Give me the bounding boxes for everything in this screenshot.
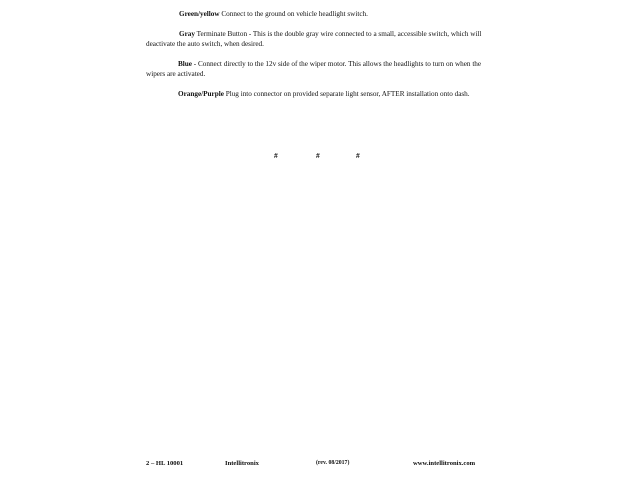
end-mark: # bbox=[274, 151, 278, 160]
wire-paragraph-gray bbox=[146, 29, 496, 50]
wire-paragraph-orange-purple bbox=[146, 89, 496, 99]
footer-revision: (rev. 08/2017) bbox=[316, 460, 350, 466]
wire-color-label: Orange/Purple bbox=[178, 90, 224, 98]
footer-page-number: 2 – HL 10001 bbox=[146, 460, 184, 467]
wire-paragraph-green-yellow bbox=[146, 9, 496, 19]
wire-color-label: Gray bbox=[179, 30, 195, 38]
wire-color-label: Blue bbox=[178, 60, 192, 68]
wire-color-label: Green/yellow bbox=[179, 10, 220, 18]
end-mark: # bbox=[356, 151, 360, 160]
wire-description: Terminate Button - This is the double gray wire connected to a small, accessible switch, which will deactivate the auto switch, when desired. bbox=[146, 30, 482, 49]
wire-description: Plug into connector on provided separate light sensor, AFTER installation onto dash. bbox=[223, 90, 470, 98]
wire-paragraph-blue bbox=[146, 59, 496, 80]
footer-website-link[interactable]: www.intellitronix.com bbox=[413, 460, 476, 467]
end-mark: # bbox=[316, 151, 320, 160]
wire-description: - Connect directly to the 12v side of the wiper motor. This allows the headlights to turn on when the wipers are activated. bbox=[146, 60, 482, 79]
wire-description: Connect to the ground on vehicle headlight switch. bbox=[219, 10, 368, 18]
footer-company: Intellitronix bbox=[225, 460, 259, 467]
